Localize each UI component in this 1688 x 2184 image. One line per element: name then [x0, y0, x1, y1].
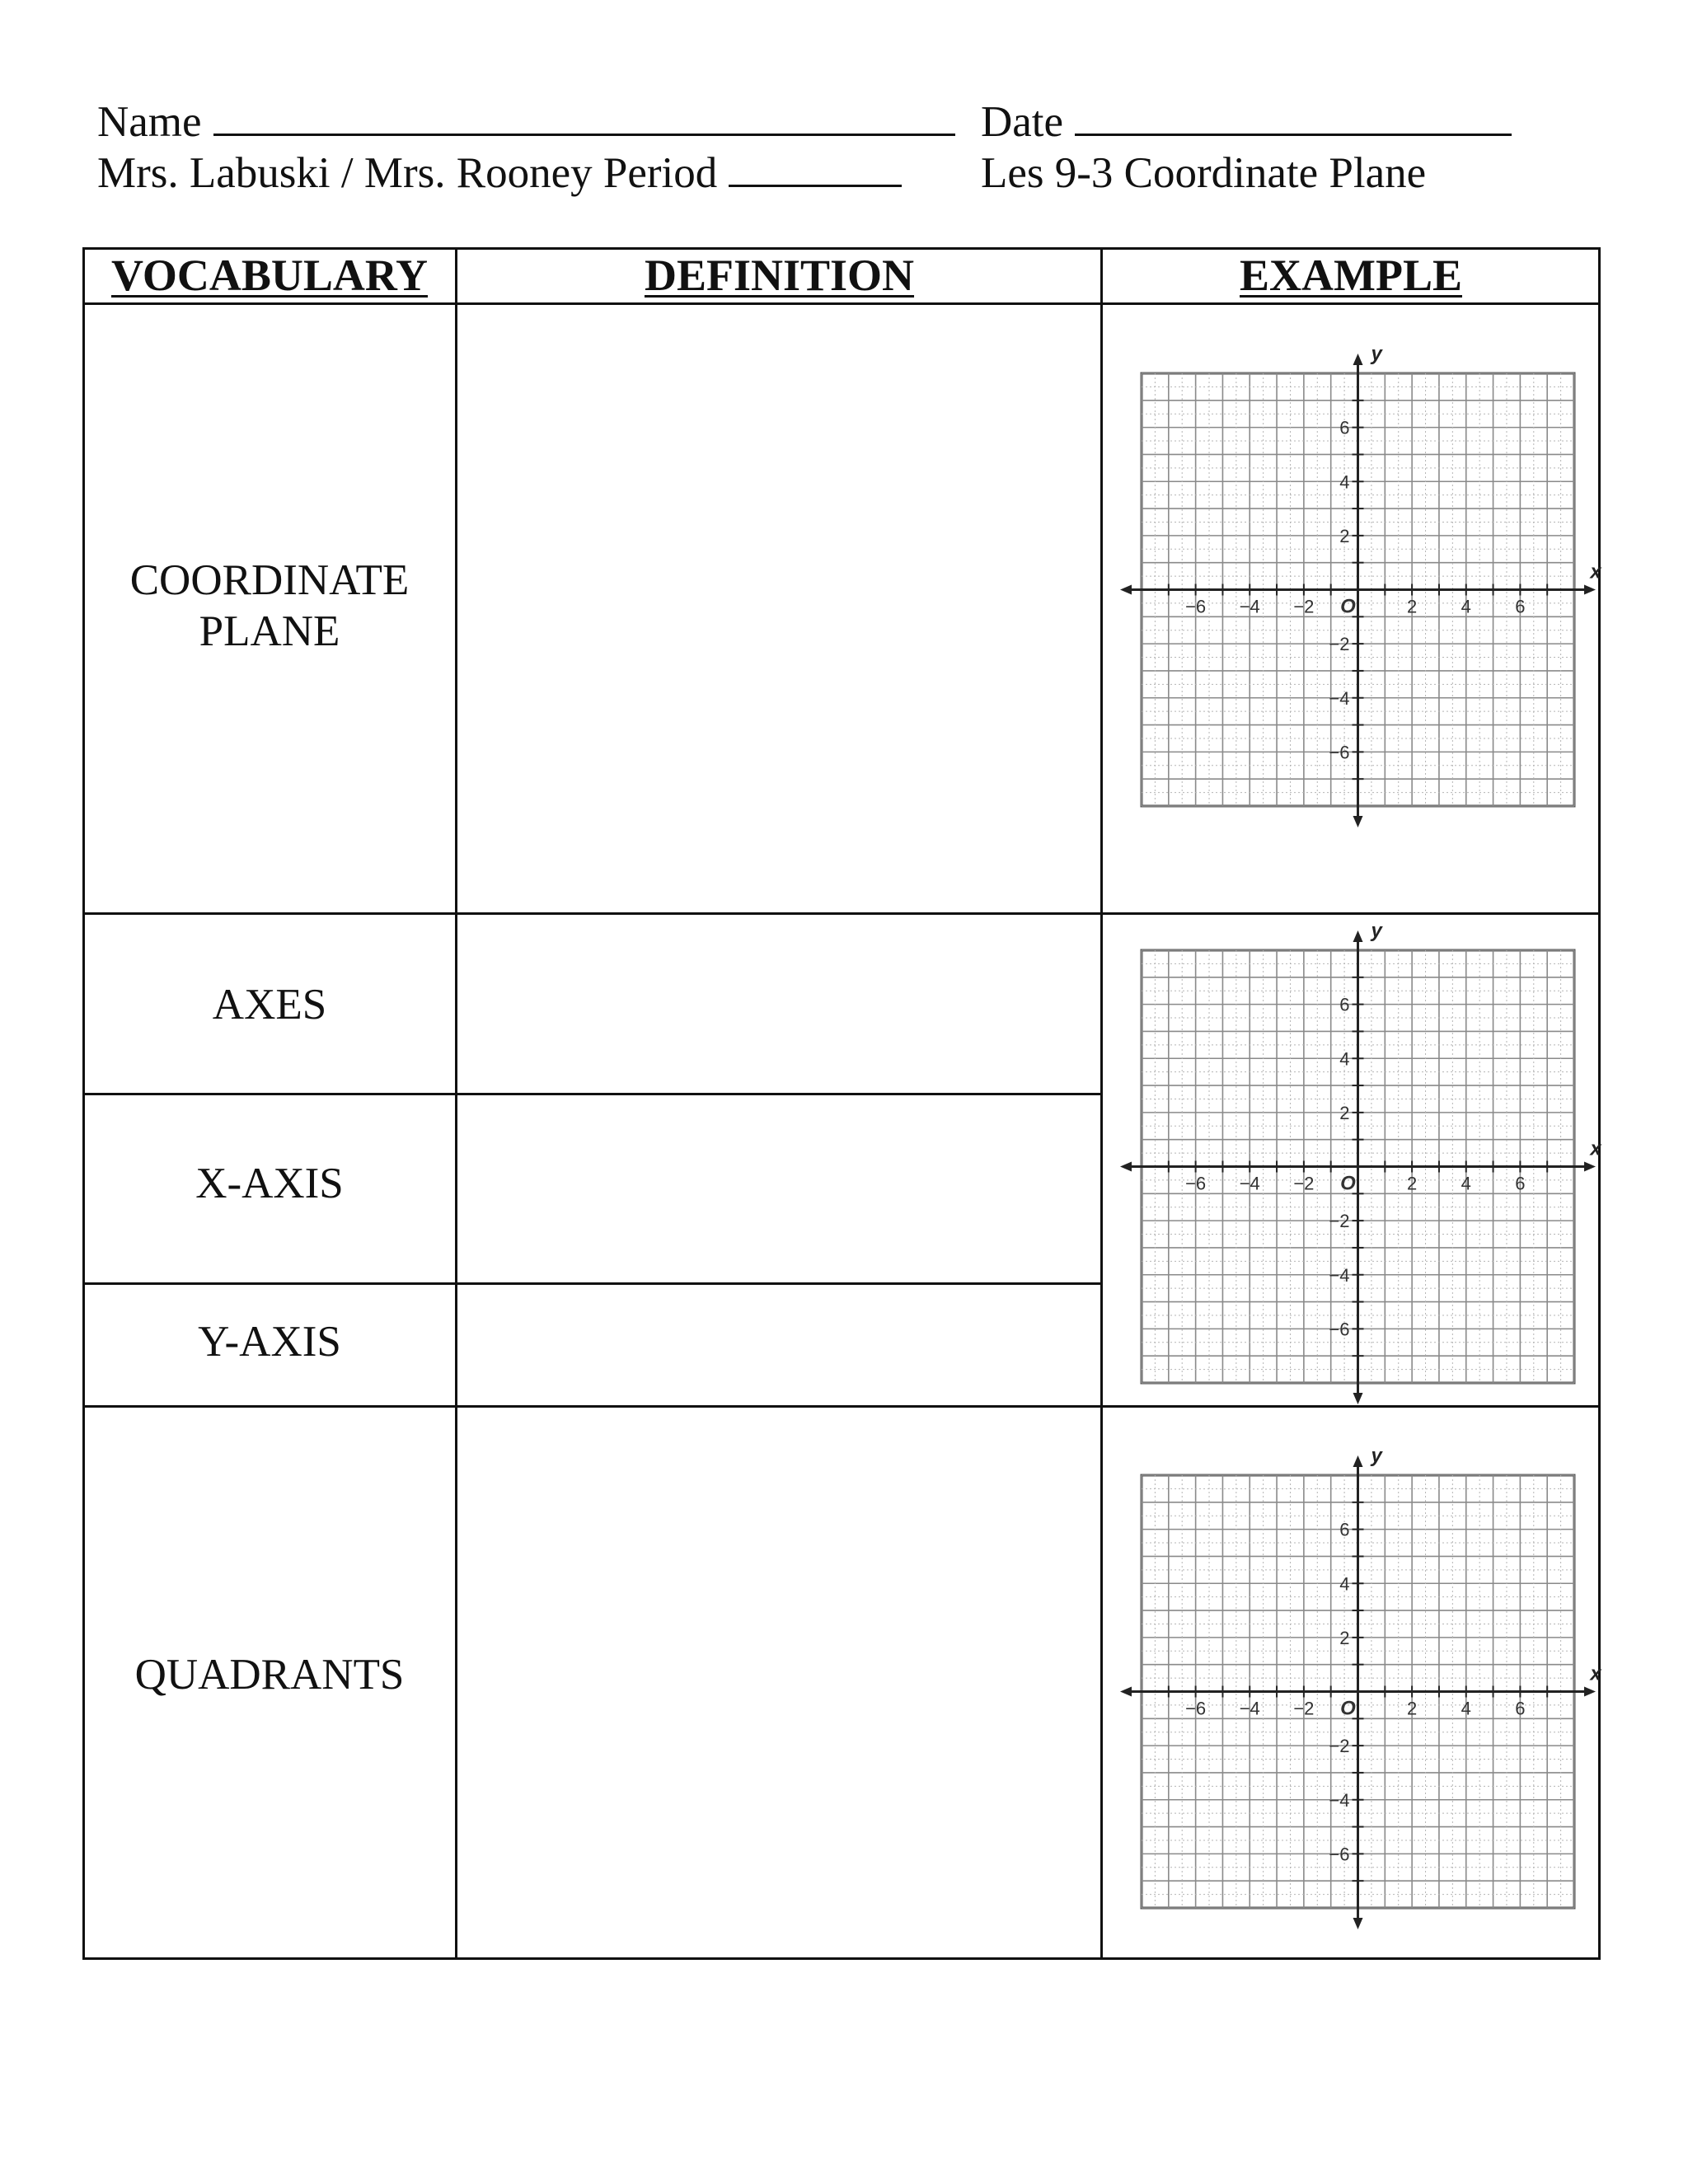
y-tick-label: −4 [1329, 1789, 1350, 1811]
x-tick-label: −2 [1293, 596, 1315, 617]
x-tick-label: −6 [1185, 1173, 1207, 1194]
term-cell-y-axis [82, 1283, 457, 1406]
name-label: Name [97, 98, 202, 146]
x-axis-arrow-left [1120, 585, 1132, 595]
name-line [97, 97, 955, 147]
date-label: Date [981, 98, 1064, 146]
x-tick-label: 2 [1407, 1173, 1418, 1194]
y-tick-label: −4 [1329, 1264, 1350, 1286]
y-tick-label: −6 [1329, 1844, 1350, 1865]
y-axis-arrow-down [1353, 1918, 1363, 1929]
y-tick-label: 6 [1339, 417, 1350, 438]
y-tick-label: −6 [1329, 1319, 1350, 1340]
column-header-example: EXAMPLE [1240, 251, 1462, 300]
y-tick-label: −2 [1329, 634, 1350, 655]
x-tick-label: 4 [1461, 1698, 1471, 1719]
y-tick-label: 2 [1339, 1102, 1350, 1123]
definition-field-coordinate-plane[interactable] [457, 305, 1100, 912]
y-tick-label: −2 [1329, 1211, 1350, 1232]
x-axis-arrow-right [1584, 585, 1596, 595]
origin-label: O [1340, 1172, 1356, 1195]
teachers-period-label: Mrs. Labuski / Mrs. Rooney Period [97, 149, 718, 197]
x-tick-label: −2 [1293, 1698, 1315, 1719]
x-axis-label: x [1590, 1137, 1601, 1160]
coordinate-grid-example-2 [1113, 920, 1601, 1420]
y-tick-label: 2 [1339, 525, 1350, 546]
x-tick-label: −4 [1239, 1698, 1260, 1719]
column-header-definition: DEFINITION [644, 251, 915, 300]
column-divider [1100, 247, 1103, 1960]
x-tick-label: 6 [1515, 1173, 1526, 1194]
y-axis-arrow-down [1353, 816, 1363, 827]
coordinate-plane-svg [1113, 920, 1601, 1416]
y-axis-arrow-down [1353, 1393, 1363, 1404]
x-tick-label: 6 [1515, 596, 1526, 617]
term-coordinate-plane-line2: PLANE [199, 607, 340, 655]
definition-field-axes[interactable] [457, 915, 1100, 1093]
term-y-axis: Y-AXIS [198, 1318, 341, 1366]
term-cell-axes [82, 913, 457, 1094]
coordinate-plane-svg [1113, 343, 1601, 839]
date-field[interactable] [1075, 97, 1512, 136]
x-axis-arrow-right [1584, 1162, 1596, 1172]
lesson-title: Les 9-3 Coordinate Plane [981, 149, 1427, 197]
name-field[interactable] [213, 97, 955, 136]
x-tick-label: 2 [1407, 596, 1418, 617]
header-cell-example [1102, 247, 1600, 303]
y-axis-arrow-up [1353, 930, 1363, 942]
x-tick-label: −4 [1239, 1173, 1260, 1194]
term-x-axis: X-AXIS [195, 1160, 344, 1207]
definition-field-x-axis[interactable] [457, 1095, 1100, 1282]
coordinate-grid-example-3 [1113, 1445, 1601, 1945]
x-tick-label: 4 [1461, 596, 1471, 617]
y-tick-label: −4 [1329, 687, 1350, 709]
coordinate-plane-svg [1113, 1445, 1601, 1941]
x-axis-arrow-left [1120, 1687, 1132, 1697]
header-cell-vocabulary [82, 247, 457, 303]
x-axis-label: x [1590, 1662, 1601, 1685]
x-tick-label: 4 [1461, 1173, 1471, 1194]
term-axes: AXES [212, 981, 327, 1029]
period-field[interactable] [729, 148, 902, 187]
y-axis-label: y [1371, 920, 1382, 942]
table-border-right [1598, 247, 1601, 1960]
x-tick-label: −6 [1185, 1698, 1207, 1719]
y-tick-label: 4 [1339, 1048, 1350, 1070]
y-axis-label: y [1371, 343, 1382, 365]
term-coordinate-plane-line1: COORDINATE [129, 556, 410, 604]
x-tick-label: −4 [1239, 596, 1260, 617]
x-tick-label: 2 [1407, 1698, 1418, 1719]
x-tick-label: 6 [1515, 1698, 1526, 1719]
term-cell-x-axis [82, 1094, 457, 1283]
y-tick-label: −2 [1329, 1736, 1350, 1757]
y-tick-label: 6 [1339, 1519, 1350, 1540]
y-axis-arrow-up [1353, 354, 1363, 365]
x-tick-label: −2 [1293, 1173, 1315, 1194]
x-axis-arrow-left [1120, 1162, 1132, 1172]
term-quadrants: QUADRANTS [134, 1651, 405, 1699]
definition-field-quadrants[interactable] [457, 1408, 1100, 1957]
coordinate-grid-example-1 [1113, 343, 1601, 843]
x-axis-label: x [1590, 560, 1601, 583]
header-cell-definition [457, 247, 1102, 303]
date-line [981, 97, 1512, 147]
term-cell-quadrants [82, 1406, 457, 1958]
y-tick-label: 4 [1339, 1573, 1350, 1595]
y-tick-label: −6 [1329, 742, 1350, 763]
column-header-vocabulary: VOCABULARY [110, 251, 429, 300]
y-tick-label: 4 [1339, 471, 1350, 493]
y-axis-label: y [1371, 1445, 1382, 1467]
origin-label: O [1340, 595, 1356, 618]
vocabulary-table [82, 247, 1601, 1960]
origin-label: O [1340, 1697, 1356, 1720]
period-line [97, 148, 902, 198]
y-tick-label: 2 [1339, 1627, 1350, 1648]
term-cell-coordinate-plane [82, 303, 457, 913]
x-axis-arrow-right [1584, 1687, 1596, 1697]
definition-field-y-axis[interactable] [457, 1285, 1100, 1405]
y-tick-label: 6 [1339, 994, 1350, 1015]
y-axis-arrow-up [1353, 1455, 1363, 1467]
x-tick-label: −6 [1185, 596, 1207, 617]
